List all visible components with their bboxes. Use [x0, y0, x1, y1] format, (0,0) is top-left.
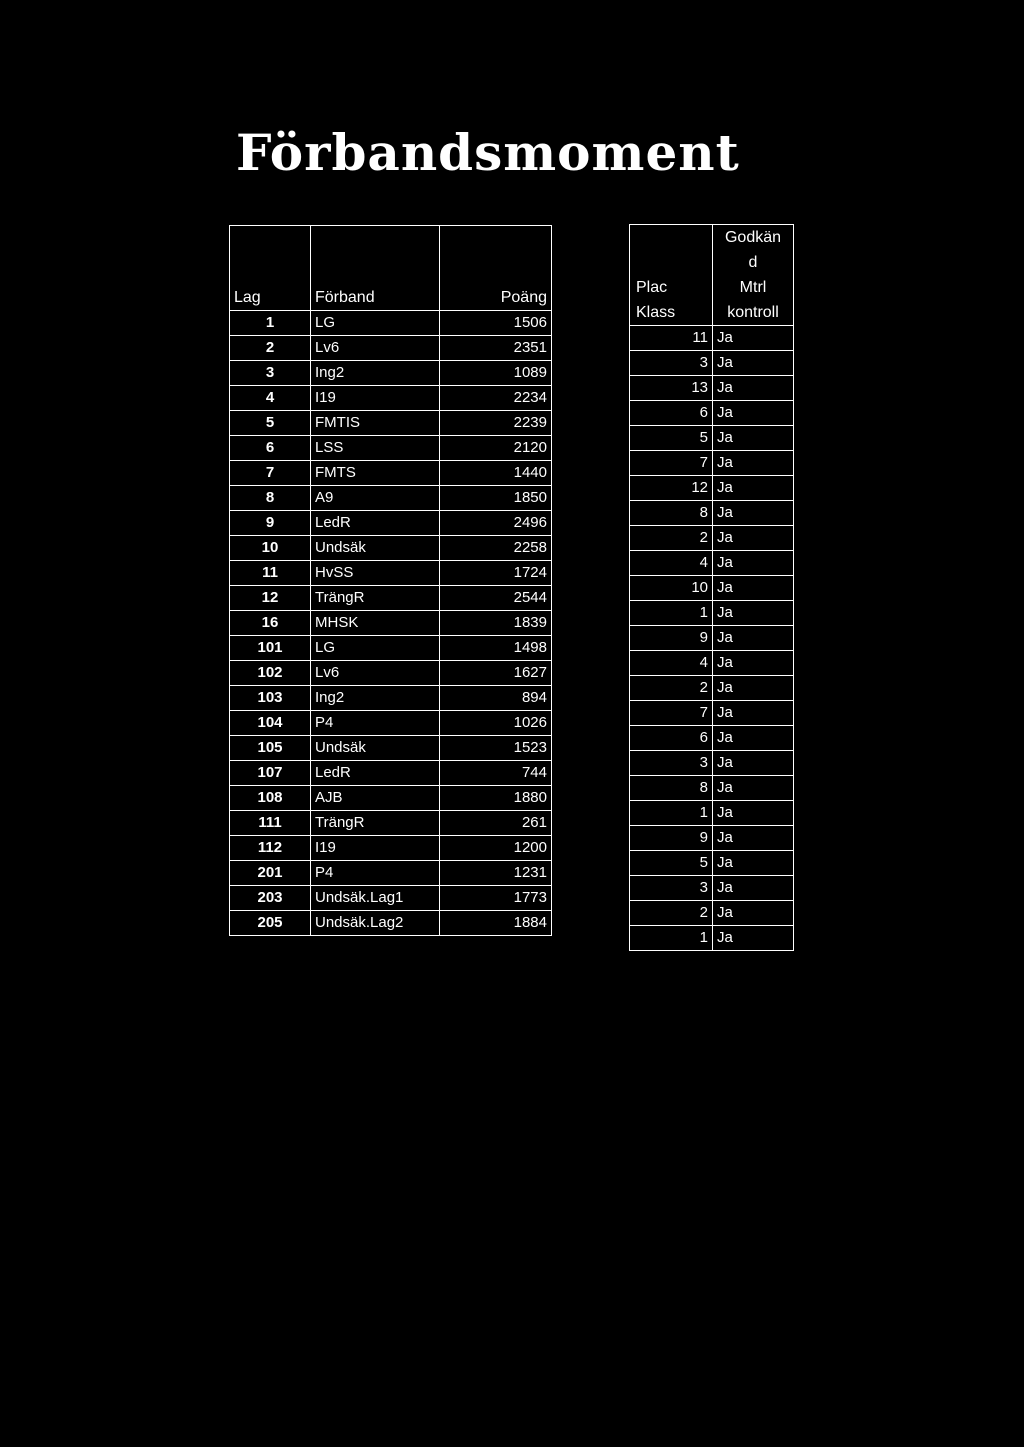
table-row: [230, 411, 552, 436]
godkand-cell: Ja: [713, 901, 794, 926]
table-row: [230, 661, 552, 686]
table-row: [630, 926, 794, 951]
table-row: [630, 351, 794, 376]
table-row: [230, 436, 552, 461]
lag-cell: 111: [230, 811, 311, 836]
poang-cell: 1506: [440, 311, 552, 336]
lag-cell: 16: [230, 611, 311, 636]
godkand-header-line-3: Mtrl: [739, 279, 767, 296]
table-row: [630, 876, 794, 901]
forband-cell: I19: [311, 836, 440, 861]
lag-cell: 103: [230, 686, 311, 711]
table-row: [630, 676, 794, 701]
table-row: [630, 851, 794, 876]
table-row: [230, 811, 552, 836]
godkand-cell: Ja: [713, 926, 794, 951]
table-row: [230, 511, 552, 536]
plac-klass-cell: 9: [630, 826, 713, 851]
plac-klass-cell: 8: [630, 776, 713, 801]
forband-cell: Undsäk: [311, 536, 440, 561]
table-row: [230, 611, 552, 636]
lag-cell: 8: [230, 486, 311, 511]
table-row: [630, 751, 794, 776]
table-row: [630, 726, 794, 751]
godkand-cell: Ja: [713, 376, 794, 401]
plac-klass-cell: 9: [630, 626, 713, 651]
plac-klass-cell: 8: [630, 501, 713, 526]
table-row: [230, 386, 552, 411]
results-body: [230, 311, 552, 936]
plac-klass-cell: 11: [630, 326, 713, 351]
godkand-cell: Ja: [713, 626, 794, 651]
table-row: [630, 501, 794, 526]
godkand-cell: Ja: [713, 451, 794, 476]
table-row: [230, 336, 552, 361]
forband-cell: P4: [311, 711, 440, 736]
table-row: [230, 486, 552, 511]
lag-cell: 201: [230, 861, 311, 886]
forband-cell: LSS: [311, 436, 440, 461]
poang-cell: 894: [440, 686, 552, 711]
lag-column-header: Lag: [230, 226, 311, 311]
lag-cell: 101: [230, 636, 311, 661]
poang-cell: 1627: [440, 661, 552, 686]
poang-cell: 261: [440, 811, 552, 836]
table-row: [630, 376, 794, 401]
table-row: [630, 801, 794, 826]
table-row: [630, 576, 794, 601]
plac-header-line: Plac: [636, 279, 668, 296]
plac-klass-column-header: [630, 225, 713, 326]
table-row: [230, 836, 552, 861]
table-row: [230, 911, 552, 936]
poang-cell: 1089: [440, 361, 552, 386]
plac-klass-cell: 2: [630, 526, 713, 551]
status-table: [629, 224, 794, 951]
poang-cell: 744: [440, 761, 552, 786]
table-row: [230, 711, 552, 736]
poang-cell: 2234: [440, 386, 552, 411]
table-row: [230, 586, 552, 611]
table-row: [230, 736, 552, 761]
results-table: [229, 225, 552, 936]
table-row: [630, 401, 794, 426]
poang-cell: 2258: [440, 536, 552, 561]
lag-cell: 5: [230, 411, 311, 436]
lag-cell: 112: [230, 836, 311, 861]
table-row: [630, 551, 794, 576]
plac-klass-cell: 3: [630, 351, 713, 376]
lag-cell: 3: [230, 361, 311, 386]
godkand-cell: Ja: [713, 701, 794, 726]
forband-cell: Undsäk: [311, 736, 440, 761]
forband-cell: LedR: [311, 511, 440, 536]
lag-cell: 102: [230, 661, 311, 686]
poang-cell: 2496: [440, 511, 552, 536]
godkand-cell: Ja: [713, 351, 794, 376]
plac-klass-cell: 6: [630, 401, 713, 426]
godkand-cell: Ja: [713, 551, 794, 576]
forband-cell: TrängR: [311, 811, 440, 836]
table-row: [230, 761, 552, 786]
forband-cell: FMTIS: [311, 411, 440, 436]
godkand-cell: Ja: [713, 601, 794, 626]
godkand-cell: Ja: [713, 776, 794, 801]
poang-cell: 2120: [440, 436, 552, 461]
table-row: [230, 786, 552, 811]
plac-klass-cell: 13: [630, 376, 713, 401]
lag-cell: 1: [230, 311, 311, 336]
godkand-cell: Ja: [713, 726, 794, 751]
table-row: [630, 601, 794, 626]
table-row: [230, 561, 552, 586]
godkand-cell: Ja: [713, 326, 794, 351]
forband-cell: P4: [311, 861, 440, 886]
godkand-cell: Ja: [713, 526, 794, 551]
poang-cell: 2351: [440, 336, 552, 361]
table-row: [630, 626, 794, 651]
poang-cell: 1773: [440, 886, 552, 911]
lag-cell: 9: [230, 511, 311, 536]
table-row: [630, 476, 794, 501]
table-row: [630, 451, 794, 476]
forband-cell: HvSS: [311, 561, 440, 586]
plac-klass-cell: 2: [630, 676, 713, 701]
plac-klass-cell: 1: [630, 601, 713, 626]
plac-klass-cell: 10: [630, 576, 713, 601]
table-row: [230, 461, 552, 486]
lag-cell: 107: [230, 761, 311, 786]
table-row: [630, 326, 794, 351]
poang-cell: 1498: [440, 636, 552, 661]
plac-klass-cell: 4: [630, 651, 713, 676]
lag-cell: 104: [230, 711, 311, 736]
forband-cell: LG: [311, 311, 440, 336]
results-header-row: [230, 226, 552, 311]
table-row: [630, 826, 794, 851]
godkand-cell: Ja: [713, 751, 794, 776]
lag-cell: 205: [230, 911, 311, 936]
table-row: [230, 311, 552, 336]
plac-klass-cell: 3: [630, 876, 713, 901]
forband-cell: Ing2: [311, 686, 440, 711]
plac-klass-cell: 4: [630, 551, 713, 576]
lag-cell: 203: [230, 886, 311, 911]
table-row: [630, 701, 794, 726]
status-header-row: [630, 225, 794, 326]
lag-cell: 11: [230, 561, 311, 586]
plac-klass-cell: 1: [630, 801, 713, 826]
poang-cell: 1839: [440, 611, 552, 636]
plac-klass-cell: 6: [630, 726, 713, 751]
table-row: [230, 636, 552, 661]
forband-cell: MHSK: [311, 611, 440, 636]
godkand-column-header: [713, 225, 794, 326]
status-body: [630, 326, 794, 951]
table-row: [630, 776, 794, 801]
plac-klass-cell: 1: [630, 926, 713, 951]
forband-cell: Undsäk.Lag2: [311, 911, 440, 936]
forband-cell: I19: [311, 386, 440, 411]
plac-klass-cell: 7: [630, 451, 713, 476]
poang-cell: 1880: [440, 786, 552, 811]
godkand-header-line-2: d: [748, 254, 758, 271]
plac-klass-cell: 12: [630, 476, 713, 501]
forband-cell: LG: [311, 636, 440, 661]
godkand-cell: Ja: [713, 476, 794, 501]
godkand-cell: Ja: [713, 676, 794, 701]
lag-cell: 108: [230, 786, 311, 811]
poang-cell: 2239: [440, 411, 552, 436]
forband-cell: TrängR: [311, 586, 440, 611]
plac-klass-cell: 7: [630, 701, 713, 726]
forband-cell: AJB: [311, 786, 440, 811]
klass-header-line: Klass: [636, 304, 676, 321]
table-row: [230, 361, 552, 386]
godkand-cell: Ja: [713, 876, 794, 901]
table-row: [630, 526, 794, 551]
plac-klass-cell: 2: [630, 901, 713, 926]
forband-cell: Undsäk.Lag1: [311, 886, 440, 911]
poang-cell: 2544: [440, 586, 552, 611]
forband-cell: Ing2: [311, 361, 440, 386]
lag-cell: 6: [230, 436, 311, 461]
lag-cell: 12: [230, 586, 311, 611]
table-row: [630, 426, 794, 451]
lag-cell: 2: [230, 336, 311, 361]
godkand-cell: Ja: [713, 826, 794, 851]
forband-cell: FMTS: [311, 461, 440, 486]
lag-cell: 4: [230, 386, 311, 411]
forband-cell: Lv6: [311, 336, 440, 361]
godkand-header-line-1: Godkän: [724, 229, 782, 246]
godkand-cell: Ja: [713, 576, 794, 601]
plac-klass-cell: 5: [630, 851, 713, 876]
poang-cell: 1200: [440, 836, 552, 861]
godkand-cell: Ja: [713, 651, 794, 676]
table-row: [230, 536, 552, 561]
plac-klass-cell: 5: [630, 426, 713, 451]
godkand-cell: Ja: [713, 401, 794, 426]
poang-cell: 1523: [440, 736, 552, 761]
plac-klass-cell: 3: [630, 751, 713, 776]
poang-cell: 1026: [440, 711, 552, 736]
poang-cell: 1724: [440, 561, 552, 586]
godkand-header-line-4: kontroll: [727, 304, 779, 321]
forband-cell: A9: [311, 486, 440, 511]
forband-cell: Lv6: [311, 661, 440, 686]
page-title: Förbandsmoment: [236, 123, 740, 182]
godkand-cell: Ja: [713, 501, 794, 526]
lag-cell: 105: [230, 736, 311, 761]
godkand-cell: Ja: [713, 426, 794, 451]
godkand-cell: Ja: [713, 851, 794, 876]
table-row: [230, 886, 552, 911]
forband-cell: LedR: [311, 761, 440, 786]
lag-cell: 7: [230, 461, 311, 486]
poang-cell: 1440: [440, 461, 552, 486]
table-row: [630, 651, 794, 676]
poang-cell: 1884: [440, 911, 552, 936]
table-row: [230, 686, 552, 711]
table-row: [230, 861, 552, 886]
poang-cell: 1231: [440, 861, 552, 886]
godkand-cell: Ja: [713, 801, 794, 826]
lag-cell: 10: [230, 536, 311, 561]
forband-column-header: Förband: [311, 226, 440, 311]
poang-cell: 1850: [440, 486, 552, 511]
table-row: [630, 901, 794, 926]
poang-column-header: Poäng: [440, 226, 552, 311]
